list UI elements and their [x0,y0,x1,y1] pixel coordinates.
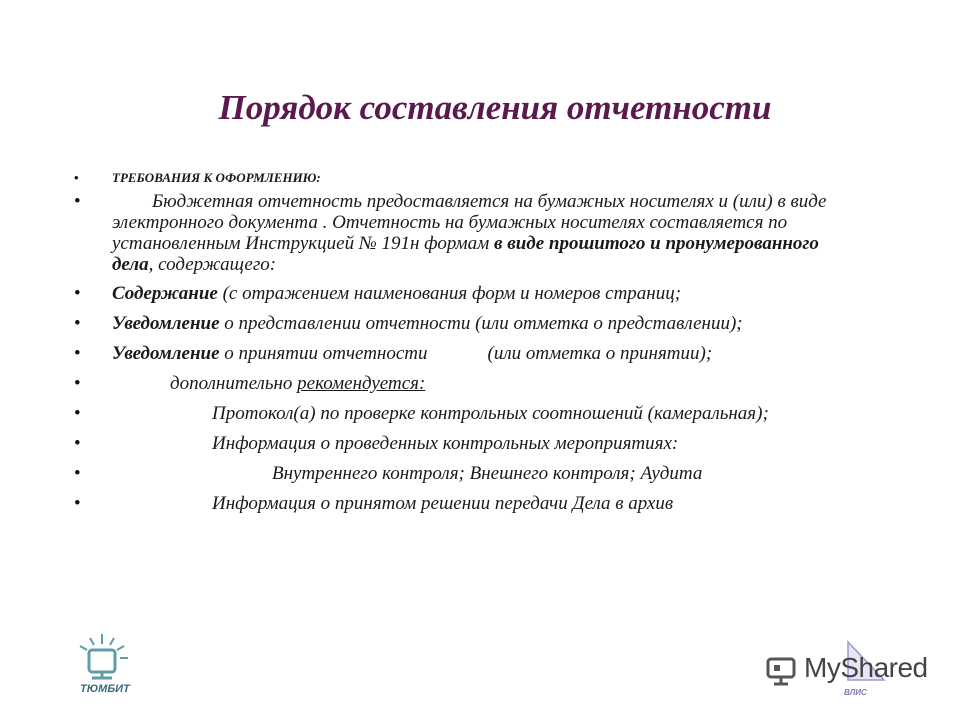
list-item [70,191,850,275]
list-item-bold: Уведомление [112,313,220,334]
list-item-bold: Уведомление [112,343,220,364]
myshared-brand[interactable]: MyShared [804,652,928,683]
list-item-emphasis: в виде прошитого и пронумерованного дела [112,233,819,275]
list-item-text: Протокол(а) по проверке контрольных соотношений (камеральная); [212,403,769,424]
list-item-text-b: (или отметка о принятии); [487,343,713,364]
list-item-text: о представлении отчетности (или отметка о представлении); [219,313,743,334]
tumbit-logo-text: ТЮМБИТ [80,683,130,695]
vlis-logo-text: ВЛИС [844,688,867,697]
bullet-list [70,170,850,515]
list-item-underlined: рекомендуется: [297,373,426,394]
list-item [70,312,850,335]
requirements-heading: • ТРЕБОВАНИЯ К ОФОРМЛЕНИЮ: [70,170,850,186]
list-item [70,282,850,305]
list-item [70,462,850,485]
list-item-text-end: , содержащего: [148,254,277,275]
list-item-text: (с отражением наименования форм и номеров страниц; [217,283,682,304]
list-item-text: Информация о проведенных контрольных мероприятиях: [212,433,679,454]
list-item [70,402,850,425]
list-item-bold: Содержание [112,283,218,304]
list-item-text: Информация о принятом решении передачи Дела в архив [212,493,674,514]
list-item [70,342,850,365]
slide-title: Порядок составления отчетности [218,88,772,127]
list-item-text: Бюджетная отчетность предоставляется на бумажных носителях и (или) в виде электронного документа . Отчетность на бумажных носителях составляется по установленным Инструкцией № 191н формам [112,191,827,254]
list-item [70,432,850,455]
list-item [70,492,850,515]
myshared-icon[interactable] [766,657,800,687]
list-item-text: Внутреннего контроля; Внешнего контроля; Аудита [272,463,703,484]
list-item [70,372,850,395]
list-item-text: дополнительно [170,373,298,394]
list-item-text: о принятии отчетности [219,343,428,364]
